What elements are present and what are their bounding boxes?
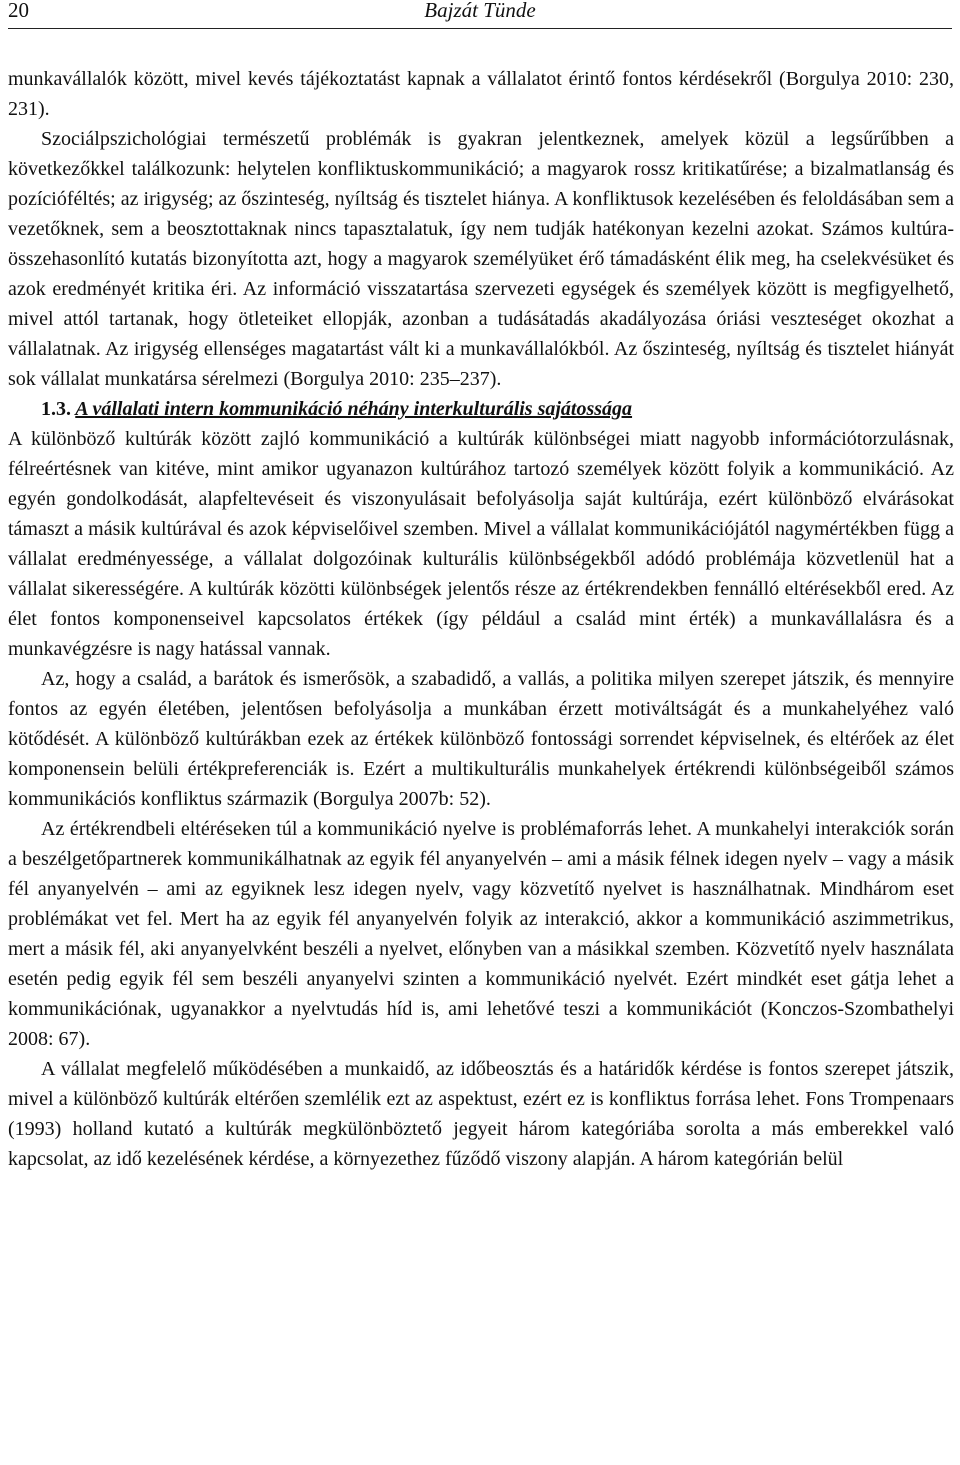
section-title: A vállalati intern kommunikáció néhány interkulturális sajátossága — [75, 398, 633, 420]
paragraph: Az, hogy a család, a barátok és ismerősök, a szabadidő, a vallás, a politika milyen szerepet játszik, és mennyire fontos az egyén életében, jelentősen befolyásolja a munkában érzett motiváltságát és a munkahelyéhez való kötődését. A különböző kultúrákban ezek az értékek különböző fontossági sorrendet képviselnek, és eltérőek az élet komponensein belüli értékpreferenciák is. Ezért a multikulturális munkahelyek értékrendi különbségeiből számos kommunikációs konfliktus származik (Borgulya 2007b: 52). — [8, 668, 954, 810]
paragraph: Szociálpszichológiai természetű problémák is gyakran jelentkeznek, amelyek közül a legsűrűbben a következőkkel találkozunk: helytelen konfliktuskommunikáció; a magyarok rossz kritikatűrése; a bizalmatlanság és pozícióféltés; az irigység; az őszinteség, nyíltság és tisztelet hiánya. A konfliktusok kezelésében és feloldásában sem a vezetőknek, sem a beosztottaknak nincs tapasztalatuk, így nem tudják hatékonyan kezelni azokat. Számos kultúra- összehasonlító kutatás bizonyította azt, hogy a magyarok személyüket érő támadásként élik meg, ha cselekvésüket és azok eredményét kritika éri. Az információ visszatartása szervezeti egységek és személyek között is megfigyelhető, mivel attól tartanak, hogy ötleteiket ellopják, azonban a tudásátadás akadályozása óriási veszteséget okozhat a vállalatnak. Az irigység ellenséges magatartást vált ki a munkavállalókból. Az őszinteség, nyíltság és tisztelet hiányát sok vállalat munkatársa sérelmezi (Borgulya 2010: 235‒237). — [8, 128, 954, 390]
paragraph: A különböző kultúrák között zajló kommunikáció a kultúrák különbségei miatt nagyobb információtorzulásnak, félreértésnek van kitéve, mint amikor ugyanazon kultúrához tartozó személyek között folyik a kommunikáció. Az egyén gondolkodását, alapfeltevéseit és viszonyulásait befolyásolja saját kultúrája, ezért különböző elvárásokat támaszt a másik kultúrával és azok képviselőivel szemben. Mivel a vállalat kommunikációjától nagymértékben függ a vállalat eredményessége, a vállalat dolgozóinak kulturális különbségekből adódó problémája közvetlenül hat a vállalat sikerességére. A kultúrák közötti különbségek jelentős része az értékrendekben fennálló eltérésekből ered. Az élet fontos komponenseivel kapcsolatos értékek (így például a család mint érték) a munkavállalásra és a munkavégzésre is nagy hatással vannak. — [8, 428, 954, 660]
running-title: Bajzát Tünde — [424, 0, 536, 22]
paragraph: munkavállalók között, mivel kevés tájékoztatást kapnak a vállalatot érintő fontos kérdésekről (Borgulya 2010: 230, 231). — [8, 68, 954, 120]
body-text — [8, 64, 954, 1174]
page-number: 20 — [8, 0, 29, 22]
section-number: 1.3. — [41, 398, 71, 420]
paragraph: A vállalat megfelelő működésében a munkaidő, az időbeosztás és a határidők kérdése is fontos szerepet játszik, mivel a különböző kultúrák eltérően szemlélik ezt az aspektust, ezért ez is konfliktus forrása lehet. Fons Trompenaars (1993) holland kutató a kultúrák megkülönböztető jegyeit három kategóriába sorolta a más emberekkel való kapcsolat, az idő kezelésének kérdése, a környezethez fűződő viszony alapján. A három kategórián belül — [8, 1058, 954, 1170]
section-heading — [8, 394, 954, 424]
paragraph: Az értékrendbeli eltéréseken túl a kommunikáció nyelve is problémaforrás lehet. A munkahelyi interakciók során a beszélgetőpartnerek kommunikálhatnak az egyik fél anyanyelvén – ami a másik félnek idegen nyelv – vagy a másik fél anyanyelvén – ami az egyiknek lesz idegen nyelv, vagy közvetítő nyelvet is használhatnak. Mindhárom eset problémákat vet fel. Mert ha az egyik fél anyanyelvén folyik az interakció, akkor a kommunikáció aszimmetrikus, mert a másik fél, aki anyanyelvként beszéli a nyelvet, előnyben van a másikkal szemben. Közvetítő nyelv használata esetén pedig egyik fél sem beszéli anyanyelvi szinten a kommunikáció nyelvét. Ezért mindkét eset gátja lehet a kommunikációnak, ugyanakkor a nyelvtudás híd is, ami lehetővé teszi a kommunikációt (Konczos-Szombathelyi 2008: 67). — [8, 818, 954, 1050]
page-header — [8, 0, 952, 29]
